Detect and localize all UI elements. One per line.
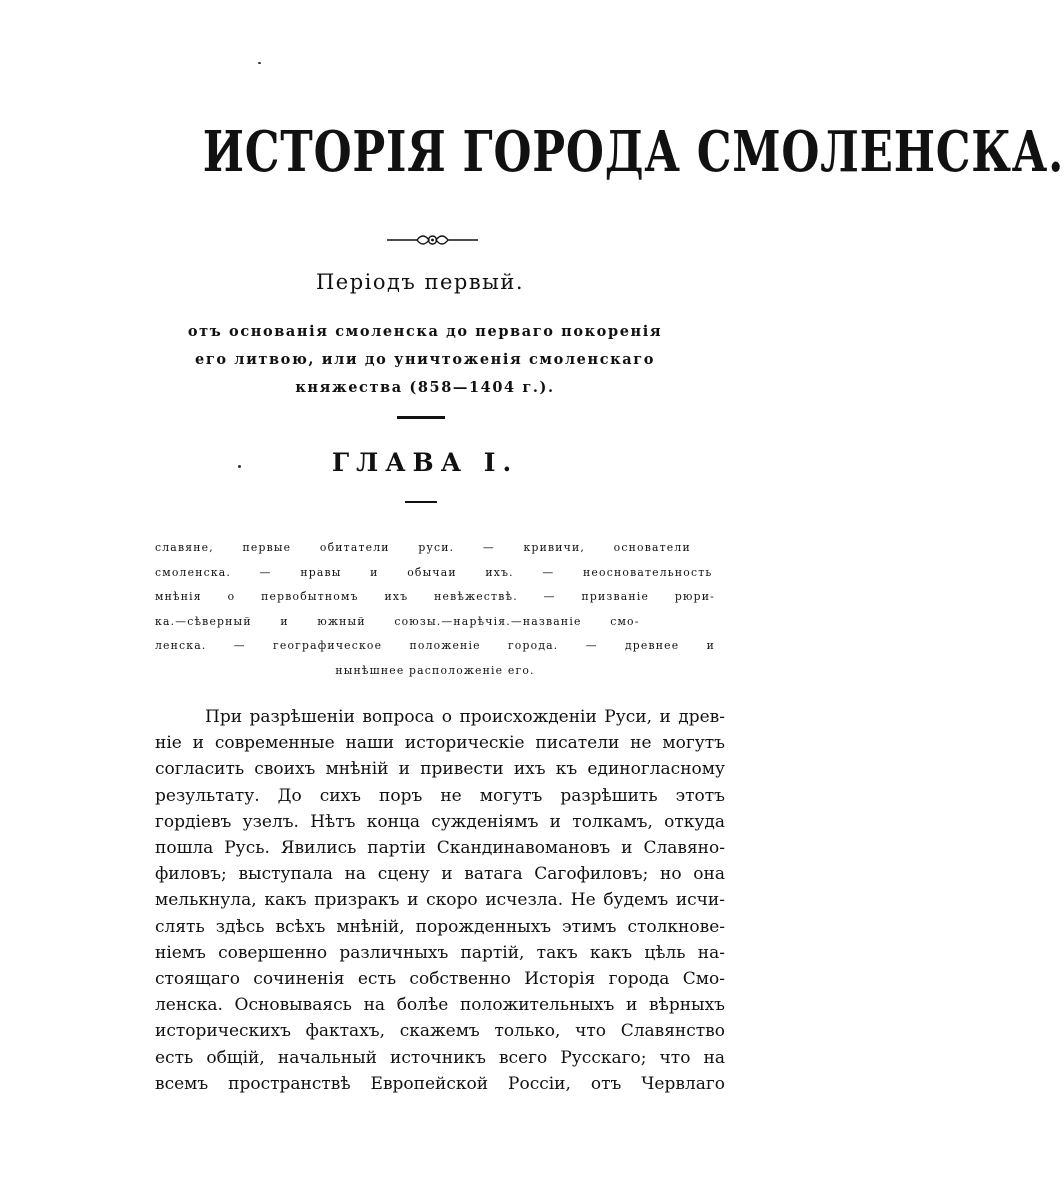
divider-rule (397, 416, 445, 419)
subtitle-line: княжества (858—1404 г.). (295, 379, 555, 396)
body-line: историческихъ фактахъ, скажемъ только, что Славянство (155, 1021, 725, 1042)
body-line: ленска. Основываясь на болѣе положительныхъ и вѣрныхъ (155, 995, 725, 1016)
period-heading: Періодъ первый. (315, 270, 525, 294)
body-line: гордіевъ узелъ. Нѣтъ конца сужденіямъ и толкамъ, откуда (155, 811, 725, 832)
book-title: ИСТОРІЯ ГОРОДА СМОЛЕНСКА. (202, 119, 1064, 185)
print-speck (238, 465, 241, 468)
body-line: слять здѣсь всѣхъ мнѣній, порожденныхъ этимъ столкнове- (155, 916, 725, 937)
subtitle-line: отъ основанія смоленска до перваго покоренія (187, 323, 663, 340)
chapter-heading: ГЛАВА I. (331, 448, 519, 477)
print-speck (258, 62, 261, 64)
body-line: При разрѣшеніи вопроса о происхожденіи Руси, и древ- (205, 707, 725, 727)
divider-rule (405, 501, 437, 503)
summary-line: ка.—сѣверный и южный союзы.—нарѣчія.—названіе смо- (155, 614, 640, 628)
body-line: есть общій, начальный источникъ всего Русскаго; что на (155, 1047, 725, 1068)
body-line: всемъ пространствѣ Европейской Россіи, отъ Червлаго (155, 1073, 725, 1094)
summary-line: нынѣшнее расположеніе его. (335, 663, 535, 677)
body-line: согласить своихъ мнѣній и привести ихъ къ единогласному (155, 759, 725, 780)
summary-line: славяне, первые обитатели руси. — кривичи, основатели (155, 541, 691, 554)
decorative-ornament-icon (385, 230, 480, 250)
body-text (155, 704, 725, 1097)
subtitle-line: его литвою, или до уничтоженія смоленскаго (195, 351, 655, 368)
period-subtitle (130, 318, 720, 402)
body-line: стоящаго сочиненія есть собственно Исторія города Смо- (155, 969, 725, 990)
chapter-summary (155, 536, 715, 683)
summary-line: ленска. — географическое положеніе города. — древнее и (155, 639, 715, 652)
body-line: результату. До сихъ поръ не могутъ разрѣшить этотъ (155, 785, 725, 806)
summary-line: смоленска. — нравы и обычаи ихъ. — неосновательность (155, 565, 713, 579)
body-line: ніемъ совершенно различныхъ партій, такъ какъ цѣль на- (155, 942, 725, 963)
body-line: филовъ; выступала на сцену и ватага Сагофиловъ; но она (155, 864, 725, 885)
body-line: пошла Русь. Явились партіи Скандинавомановъ и Славяно- (155, 838, 725, 859)
body-line: мелькнула, какъ призракъ и скоро исчезла. Не будемъ исчи- (155, 890, 725, 911)
body-line: ніе и современные наши историческіе писатели не могутъ (155, 733, 725, 754)
summary-line: мнѣнія о первобытномъ ихъ невѣжествѣ. — призваніе рюри- (155, 590, 715, 603)
